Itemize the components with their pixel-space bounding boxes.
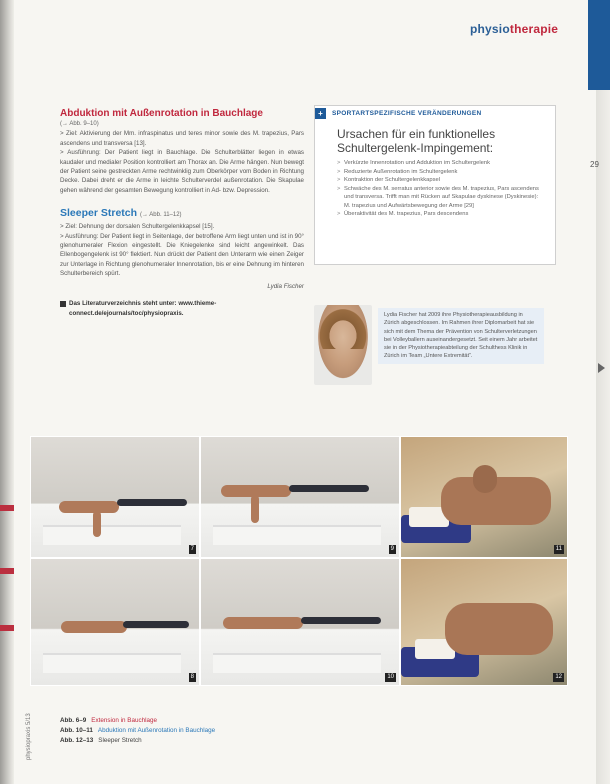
magazine-brand	[470, 22, 558, 36]
patient-legs	[289, 485, 369, 492]
exercise-photo	[200, 436, 400, 558]
author-photo-hair	[316, 305, 370, 349]
arrow-right-icon	[598, 363, 605, 373]
section-tab	[588, 0, 610, 90]
photo-number: 11	[555, 546, 562, 552]
literature-note-text: Das Literaturverzeichnis steht unter: www.thieme-connect.de/ejournals/toc/physiopraxis.	[69, 300, 217, 317]
exercise-photo	[30, 558, 200, 686]
book-binding-shadow	[0, 0, 14, 784]
brand-part-therapie: therapie	[509, 22, 559, 36]
list-item: > Schwäche des M. serratus anterior sowie des M. trapezius, Pars ascendens und transversa. Trifft man mit Rücken auf Skapulae dyskinese (Dyskinesie): M. trapezius und Aufwärtsbewegung der Arme [29]	[337, 185, 545, 211]
caption-label: Abb. 12–13	[60, 737, 94, 744]
treatment-table	[213, 525, 381, 545]
author-signature: Lydia Fischer	[267, 282, 304, 290]
patient-figure	[223, 617, 303, 629]
treatment-table	[43, 525, 181, 545]
binding-mark	[0, 625, 14, 631]
paragraph-ausfuehrung: > Ausführung: Der Patient liegt in Seitenlage, der betroffene Arm liegt unten und ist in 90° glenohumeraler Flexion eingestellt. Die Kniegelenke sind leicht angewinkelt. Das Ellenbogengelenk ist 90° flektiert. Nun drückt der Patient den Unterarm wie einen Zeiger zur Unterlage in Richtung glenohumeraler Innenrotation, bis er eine Dehnung im hinteren Schulterbereich spürt.	[60, 232, 304, 278]
binding-mark	[0, 505, 14, 511]
photo-number: 8	[190, 674, 194, 680]
patient-arm	[473, 465, 497, 493]
caption-text: Sleeper Stretch	[98, 737, 142, 744]
caption-row	[60, 736, 215, 746]
page-number: 29	[590, 160, 599, 169]
figure-reference: (→ Abb. 9–10)	[60, 121, 99, 127]
info-box	[314, 105, 556, 265]
list-item: > Verkürzte Innenrotation und Adduktion im Schultergelenk	[337, 159, 545, 168]
patient-legs	[301, 617, 381, 624]
info-box-label: SPORTARTSPEZIFISCHE VERÄNDERUNGEN	[332, 110, 482, 117]
treatment-table	[43, 653, 181, 673]
figure-captions	[60, 716, 215, 746]
article-left-column	[60, 108, 304, 318]
info-box-header	[315, 106, 555, 119]
exercise-photo	[30, 436, 200, 558]
photo-number: 12	[555, 674, 562, 680]
page-right-edge	[596, 0, 610, 784]
photo-number: 7	[190, 546, 194, 552]
treatment-table	[213, 653, 381, 673]
caption-label: Abb. 6–9	[60, 717, 87, 724]
exercise-photo	[400, 558, 568, 686]
paragraph-ausfuehrung: > Ausführung: Der Patient liegt in Bauchlage. Die Schulterblätter liegen in etwas kaudaler und medialer Position kontrolliert am Thorax an. Die Arme hängen. Nun bewegt der Patient seine gestreckten Arme rechtwinklig zum Oberkörper vom Boden in Richtung Decke. Dabei dreht er die Arme in leichte Schulterverdel außenrotation. Die Skapulae gehen während der gesamten Bewegung kontrolliert in Ad- bzw. Depression.	[60, 149, 304, 194]
brand-part-physio: physio	[470, 22, 510, 36]
caption-text: Extension in Bauchlage	[91, 717, 158, 724]
list-item: > Kontraktion der Schultergelenkkapsel	[337, 176, 545, 185]
info-box-title: Ursachen für ein funktionelles Schultergelenk-Impingement:	[337, 127, 496, 155]
author-bio: Lydia Fischer hat 2009 ihre Physiotherapieausbildung in Zürich abgeschlossen. Im Rahmen ihrer Diplomarbeit hat sie sich mit dem Thema der Prävention von Schulterverletzungen bei Volleyballern auseinandergesetzt. Seit einem Jahr arbeitet sie in der Physiotherapieabteilung der Schulthess Klinik in Zürich im Team „Untere Extremität“.	[378, 308, 544, 364]
exercise-photo	[400, 436, 568, 558]
section-title-sleeper-stretch	[60, 207, 304, 222]
list-item: > Überaktivität des M. trapezius, Pars descendens	[337, 210, 545, 219]
square-bullet-icon	[60, 301, 66, 307]
caption-row	[60, 726, 215, 736]
literature-note	[60, 299, 304, 318]
paragraph-ziel: > Ziel: Dehnung der dorsalen Schultergelenkkapsel [15].	[60, 223, 215, 231]
info-box-list	[337, 159, 545, 219]
patient-legs	[117, 499, 187, 506]
patient-arm	[251, 495, 259, 523]
caption-row	[60, 716, 215, 726]
patient-figure	[61, 621, 127, 633]
caption-text: Abduktion mit Außenrotation in Bauchlage	[97, 727, 216, 734]
section-title-abduktion: Abduktion mit Außenrotation in Bauchlage	[60, 108, 263, 119]
figure-reference: (→ Abb. 11–12)	[139, 212, 182, 219]
photo-number: 10	[387, 674, 394, 680]
patient-figure	[59, 501, 119, 513]
patient-legs	[123, 621, 189, 628]
paragraph-ziel: > Ziel: Aktivierung der Mm. infraspinatus und teres minor sowie des M. trapezius, Pars ascendens und transversa [13].	[60, 130, 304, 147]
patient-torso	[445, 603, 553, 655]
plus-icon: +	[315, 108, 326, 119]
exercise-photo-grid	[30, 436, 566, 684]
caption-label: Abb. 10–11	[60, 727, 93, 734]
exercise-photo	[200, 558, 400, 686]
list-item: > Reduzierte Außenrotation im Schultergelenk	[337, 168, 545, 177]
binding-mark	[0, 568, 14, 574]
vertical-footer: physiopraxis 5/13	[26, 713, 32, 760]
patient-arm	[93, 511, 101, 537]
sleeper-title-text: Sleeper Stretch	[60, 207, 138, 220]
photo-number: 9	[390, 546, 394, 552]
